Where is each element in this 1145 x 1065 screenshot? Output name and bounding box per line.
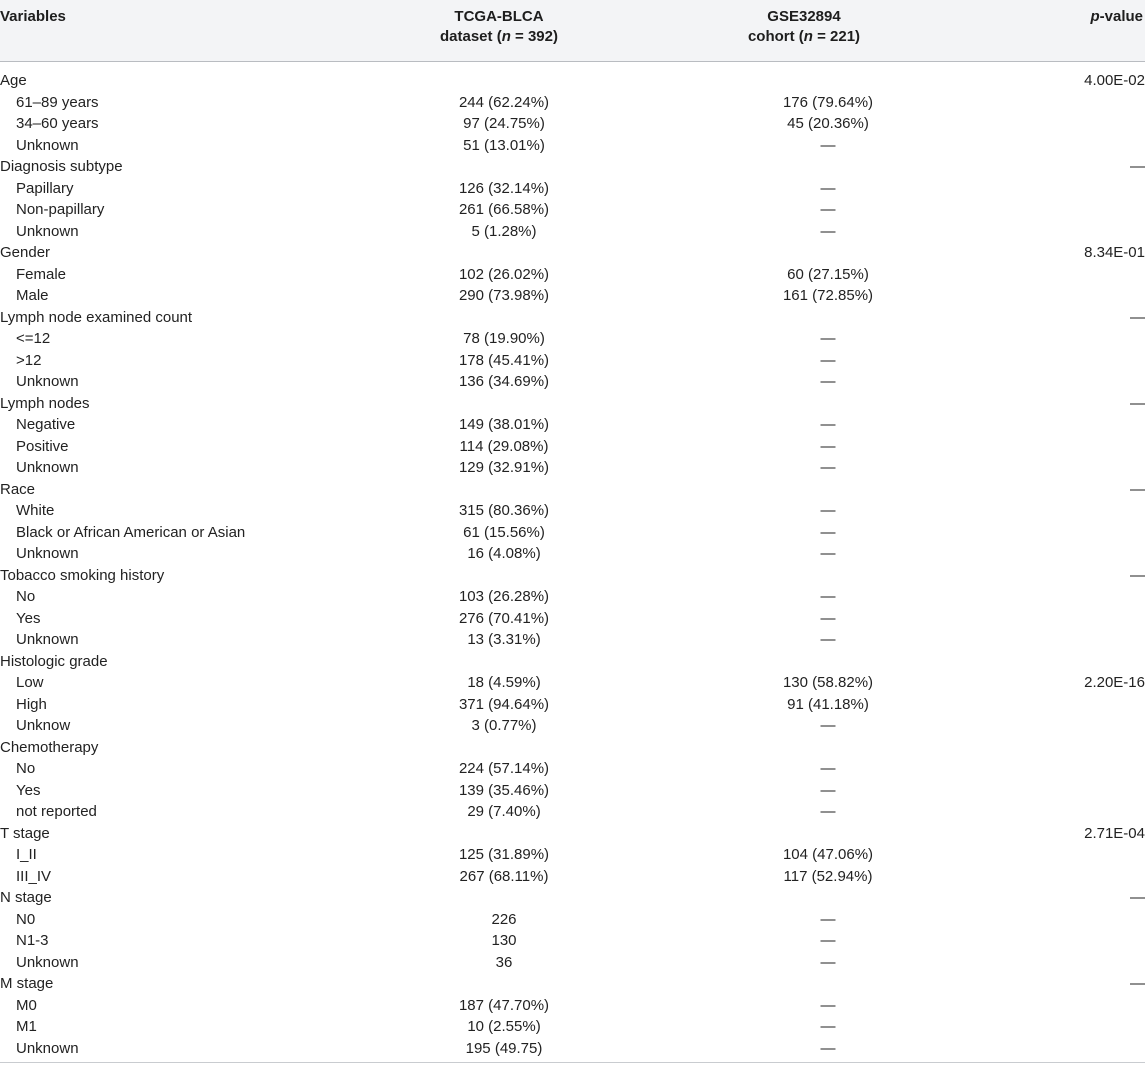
variable-cell: Gender [0, 244, 51, 261]
variable-cell: Chemotherapy [0, 738, 99, 756]
variable-cell: Unknown [16, 222, 79, 240]
variable-cell: Race [0, 480, 36, 498]
variable-cell: 61–89 years [16, 93, 99, 111]
group-header-row [0, 973, 1145, 995]
variable-cell: I_II [16, 846, 37, 863]
table-row [0, 995, 1145, 1017]
variable-cell: N1-3 [16, 932, 49, 949]
gse-cell: — [820, 953, 836, 971]
gse-cell: — [820, 201, 836, 218]
table-row [0, 866, 1145, 888]
header-tcga-line2 [399, 27, 599, 47]
group-header-row [0, 307, 1145, 329]
tcga-cell: 187 (47.70%) [458, 996, 550, 1014]
gse-cell: 176 (79.64%) [782, 93, 874, 111]
table-row [0, 715, 1145, 737]
table-row [0, 586, 1145, 608]
variable-cell: >12 [16, 351, 42, 369]
table-row [0, 629, 1145, 651]
variable-cell: Yes [16, 609, 41, 627]
header-tcga-post: = 392) [510, 28, 558, 45]
table-row [0, 672, 1145, 694]
variable-cell: Papillary [16, 179, 74, 197]
gse-cell: — [820, 1039, 836, 1057]
group-header-row [0, 651, 1145, 673]
p-value-cell: — [1130, 394, 1145, 412]
gse-cell: — [820, 910, 836, 928]
variable-cell: Positive [16, 437, 69, 455]
tcga-cell: 126 (32.14%) [458, 179, 550, 197]
header-gse [724, 7, 884, 47]
variable-cell: Unknown [16, 1039, 79, 1057]
variable-cell: High [16, 695, 47, 713]
table-row [0, 350, 1145, 372]
gse-cell: — [820, 760, 836, 777]
tcga-cell: 125 (31.89%) [458, 846, 550, 863]
gse-cell: — [820, 717, 836, 734]
variable-cell: N0 [16, 910, 36, 928]
variable-cell: Negative [16, 416, 76, 433]
variable-cell: Unknown [16, 459, 79, 476]
gse-cell: 130 (58.82%) [782, 674, 874, 691]
gse-cell: — [820, 222, 836, 240]
table-row [0, 178, 1145, 200]
tcga-cell: 78 (19.90%) [463, 330, 545, 347]
gse-cell: — [820, 373, 836, 390]
bottom-rule [0, 1062, 1145, 1063]
table-row [0, 135, 1145, 157]
variable-cell: Black or African American or Asian [16, 523, 246, 541]
gse-cell: — [820, 136, 836, 154]
gse-cell: 161 (72.85%) [782, 287, 874, 304]
variable-cell: not reported [16, 803, 97, 820]
tcga-cell: 267 (68.11%) [459, 867, 549, 885]
tcga-cell: 36 [495, 953, 513, 971]
gse-cell: — [820, 932, 836, 949]
gse-cell: — [820, 545, 836, 562]
table-row [0, 92, 1145, 114]
tcga-cell: 114 (29.08%) [459, 437, 549, 455]
gse-cell: — [820, 609, 836, 627]
gse-cell: — [820, 1018, 836, 1035]
gse-cell: — [820, 996, 836, 1014]
table-row [0, 543, 1145, 565]
tcga-cell: 195 (49.75) [465, 1039, 543, 1057]
p-value-cell: — [1130, 158, 1145, 175]
gse-cell: — [820, 803, 836, 820]
variable-cell: Male [16, 287, 49, 304]
variable-cell: 34–60 years [16, 115, 99, 132]
gse-cell: — [820, 179, 836, 197]
variable-cell: Age [0, 72, 27, 89]
tcga-cell: 103 (26.28%) [458, 588, 550, 605]
table-row [0, 436, 1145, 458]
gse-cell: — [820, 351, 836, 369]
tcga-cell: 10 (2.55%) [467, 1018, 541, 1035]
header-gse-line2 [724, 27, 884, 47]
tcga-cell: 226 [491, 910, 517, 928]
tcga-cell: 139 (35.46%) [458, 781, 550, 799]
group-header-row [0, 823, 1145, 845]
variable-cell: Female [16, 265, 67, 283]
tcga-cell: 61 (15.56%) [463, 523, 545, 541]
tcga-cell: 178 (45.41%) [458, 351, 550, 369]
tcga-cell: 97 (24.75%) [463, 115, 545, 132]
p-value-cell: 8.34E-01 [1084, 244, 1145, 261]
p-value-cell: — [1130, 975, 1145, 992]
gse-cell: — [820, 330, 836, 347]
p-value-cell: — [1130, 889, 1145, 906]
group-header-row [0, 887, 1145, 909]
table-row [0, 952, 1145, 974]
variable-cell: Histologic grade [0, 652, 108, 670]
variable-cell: M0 [16, 996, 37, 1014]
variable-cell: Lymph nodes [0, 394, 90, 412]
table-body [0, 70, 1145, 1059]
group-header-row [0, 737, 1145, 759]
table-row [0, 500, 1145, 522]
header-p-italic: p [1090, 8, 1100, 25]
group-header-row [0, 393, 1145, 415]
table-row [0, 930, 1145, 952]
group-header-row [0, 565, 1145, 587]
group-header-row [0, 156, 1145, 178]
header-gse-post: = 221) [812, 28, 861, 45]
variable-cell: Yes [16, 781, 41, 799]
gse-cell: 104 (47.06%) [782, 846, 874, 863]
gse-cell: — [820, 781, 836, 799]
tcga-cell: 16 (4.08%) [467, 545, 541, 562]
table-row [0, 909, 1145, 931]
header-tcga-line1: TCGA-BLCA [454, 8, 544, 25]
p-value-cell: 2.71E-04 [1084, 824, 1145, 842]
group-header-row [0, 479, 1145, 501]
gse-cell: — [820, 416, 836, 433]
table-row [0, 844, 1145, 866]
gse-cell: — [820, 631, 836, 648]
table-row [0, 221, 1145, 243]
gse-cell: 60 (27.15%) [787, 265, 869, 283]
table-row [0, 694, 1145, 716]
table-row [0, 1038, 1145, 1060]
variable-cell: No [16, 588, 36, 605]
header-gse-pre: cohort ( [747, 28, 804, 45]
gse-cell: — [820, 588, 836, 605]
header-p-value [1090, 7, 1143, 27]
table-row [0, 371, 1145, 393]
header-tcga-n: n [501, 28, 511, 45]
variable-cell: Unknown [16, 953, 79, 971]
tcga-cell: 276 (70.41%) [458, 609, 550, 627]
header-p-rest: -value [1099, 8, 1143, 25]
table-row [0, 780, 1145, 802]
table-row [0, 328, 1145, 350]
variable-cell: Unknow [16, 717, 71, 734]
group-header-row [0, 242, 1145, 264]
tcga-cell: 315 (80.36%) [458, 502, 550, 519]
tcga-cell: 102 (26.02%) [458, 265, 550, 283]
tcga-cell: 136 (34.69%) [458, 373, 550, 390]
variable-cell: <=12 [16, 330, 51, 347]
gse-cell: — [820, 437, 836, 455]
variable-cell: White [16, 502, 55, 519]
variable-cell: Unknown [16, 545, 79, 562]
variable-cell: Unknown [16, 373, 79, 390]
gse-cell: 117 (52.94%) [783, 867, 873, 885]
header-tcga [399, 7, 599, 47]
tcga-cell: 371 (94.64%) [458, 695, 550, 713]
gse-cell: — [820, 459, 836, 476]
tcga-cell: 290 (73.98%) [458, 287, 550, 304]
table-header [0, 0, 1145, 62]
tcga-cell: 13 (3.31%) [467, 631, 541, 648]
p-value-cell: — [1130, 480, 1145, 498]
table-row [0, 414, 1145, 436]
variable-cell: M stage [0, 975, 54, 992]
table-row [0, 264, 1145, 286]
variable-cell: Diagnosis subtype [0, 158, 123, 175]
variable-cell: Lymph node examined count [0, 308, 193, 326]
table-row [0, 608, 1145, 630]
variable-cell: T stage [0, 824, 50, 842]
gse-cell: 45 (20.36%) [787, 115, 869, 132]
variable-cell: No [16, 760, 36, 777]
variable-cell: Non-papillary [16, 201, 105, 218]
tcga-cell: 244 (62.24%) [458, 93, 550, 111]
variable-cell: Low [16, 674, 44, 691]
variable-cell: Tobacco smoking history [0, 566, 165, 584]
variable-cell: N stage [0, 889, 52, 906]
variable-cell: M1 [16, 1018, 37, 1035]
table-row [0, 113, 1145, 135]
variable-cell: Unknown [16, 136, 79, 154]
header-gse-n: n [803, 28, 813, 45]
tcga-cell: 224 (57.14%) [458, 760, 550, 777]
p-value-cell: — [1130, 308, 1145, 326]
tcga-cell: 3 (0.77%) [471, 717, 537, 734]
p-value-cell: 2.20E-16 [1084, 674, 1145, 691]
tcga-cell: 130 [491, 932, 517, 949]
tcga-cell: 5 (1.28%) [471, 222, 537, 240]
table-row [0, 199, 1145, 221]
table-row [0, 457, 1145, 479]
tcga-cell: 261 (66.58%) [458, 201, 550, 218]
tcga-cell: 51 (13.01%) [463, 136, 545, 154]
group-header-row [0, 70, 1145, 92]
table-row [0, 522, 1145, 544]
table-row [0, 758, 1145, 780]
table-row [0, 285, 1145, 307]
table-row [0, 801, 1145, 823]
header-tcga-pre: dataset ( [440, 28, 502, 45]
variable-cell: III_IV [16, 867, 52, 885]
header-variables: Variables [0, 8, 66, 25]
gse-cell: 91 (41.18%) [787, 695, 869, 713]
gse-cell: — [820, 502, 836, 519]
table-row [0, 1016, 1145, 1038]
header-gse-line1: GSE32894 [767, 8, 841, 25]
tcga-cell: 18 (4.59%) [467, 674, 541, 691]
p-value-cell: 4.00E-02 [1084, 72, 1145, 89]
p-value-cell: — [1130, 566, 1145, 584]
gse-cell: — [820, 523, 836, 541]
tcga-cell: 129 (32.91%) [458, 459, 550, 476]
variable-cell: Unknown [16, 631, 79, 648]
tcga-cell: 29 (7.40%) [467, 803, 541, 820]
tcga-cell: 149 (38.01%) [458, 416, 550, 433]
